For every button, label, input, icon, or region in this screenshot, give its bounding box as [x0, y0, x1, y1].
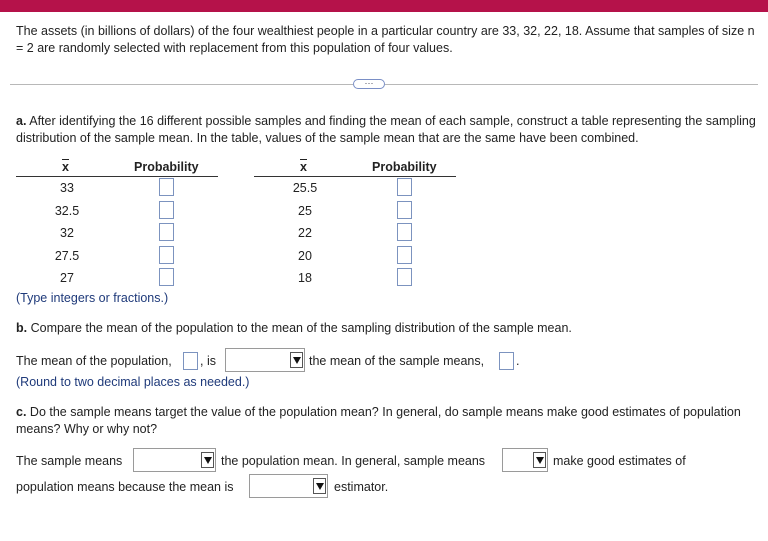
- population-mean-text: The mean of the population,: [16, 354, 172, 368]
- question-intro: The assets (in billions of dollars) of the four wealthiest people in a particular country are 33, 32, 22, 18. Assume that samples of size n = 2 are randomly selected with replacement from this population of four values.: [16, 24, 755, 55]
- estimator-dropdown[interactable]: [249, 474, 328, 498]
- part-a-question: [16, 113, 756, 147]
- probability-header-right: Probability: [372, 160, 437, 174]
- chevron-down-icon: [533, 452, 546, 468]
- part-b-label: b.: [16, 321, 28, 335]
- period-text: .: [516, 354, 520, 368]
- separator-left: [10, 84, 353, 85]
- table-row-right-value: 25: [298, 204, 312, 218]
- because-sentence-start: population means because the mean is: [16, 480, 234, 494]
- population-mean-input[interactable]: [183, 352, 198, 370]
- part-b-question: [16, 320, 756, 337]
- estimate-dropdown[interactable]: [502, 448, 548, 472]
- table-row-right-value: 18: [298, 271, 312, 285]
- table-row-left-value: 27.5: [54, 249, 80, 263]
- xbar-header-left: x: [62, 160, 69, 174]
- probability-input-right-2[interactable]: [397, 201, 412, 219]
- sample-means-text: the mean of the sample means,: [309, 354, 485, 368]
- part-b-hint: (Round to two decimal places as needed.): [16, 375, 250, 389]
- sample-means-mean-input[interactable]: [499, 352, 514, 370]
- because-sentence-end: estimator.: [334, 480, 389, 494]
- table-row-left-value: 27: [60, 271, 74, 285]
- probability-input-left-3[interactable]: [159, 223, 174, 241]
- more-button[interactable]: ···: [353, 79, 385, 89]
- probability-input-right-3[interactable]: [397, 223, 412, 241]
- target-dropdown[interactable]: [133, 448, 216, 472]
- probability-input-left-5[interactable]: [159, 268, 174, 286]
- table-row-left-value: 33: [60, 181, 74, 195]
- probability-input-left-1[interactable]: [159, 178, 174, 196]
- table-row-left-value: 32.5: [54, 204, 80, 218]
- chevron-down-icon: [290, 352, 303, 368]
- is-text: , is: [200, 354, 216, 368]
- probability-input-right-1[interactable]: [397, 178, 412, 196]
- part-b-text: Compare the mean of the population to the mean of the sampling distribution of the sample mean.: [30, 321, 572, 335]
- sample-means-sentence-start: The sample means: [16, 454, 123, 468]
- part-c-label: c.: [16, 405, 27, 419]
- separator-right: [385, 84, 758, 85]
- part-a-text: After identifying the 16 different possible samples and finding the mean of each sample, construct a table representing the sampling distribution of the sample mean. In the table, values of the sample mean that are the same have been combined.: [16, 114, 756, 145]
- chevron-down-icon: [201, 452, 214, 468]
- top-bar: [0, 0, 768, 12]
- part-c-text: Do the sample means target the value of the population mean? In general, do sample means make good estimates of population means? Why or why not?: [16, 405, 741, 436]
- probability-input-left-2[interactable]: [159, 201, 174, 219]
- table-row-right-value: 22: [298, 226, 312, 240]
- probability-input-left-4[interactable]: [159, 246, 174, 264]
- table-row-left-value: 32: [60, 226, 74, 240]
- sample-means-sentence-end: make good estimates of: [553, 454, 686, 468]
- probability-input-right-4[interactable]: [397, 246, 412, 264]
- table-row-right-value: 25.5: [292, 181, 318, 195]
- probability-header-left: Probability: [134, 160, 199, 174]
- table-rule-right: [254, 176, 456, 177]
- xbar-header-right: x: [300, 160, 307, 174]
- probability-input-right-5[interactable]: [397, 268, 412, 286]
- sample-means-sentence-mid: the population mean. In general, sample means: [221, 454, 486, 468]
- table-row-right-value: 20: [298, 249, 312, 263]
- part-a-hint: (Type integers or fractions.): [16, 291, 169, 305]
- comparison-dropdown[interactable]: [225, 348, 305, 372]
- part-c-question: [16, 404, 756, 438]
- chevron-down-icon: [313, 478, 326, 494]
- table-rule-left: [16, 176, 218, 177]
- part-a-label: a.: [16, 114, 27, 128]
